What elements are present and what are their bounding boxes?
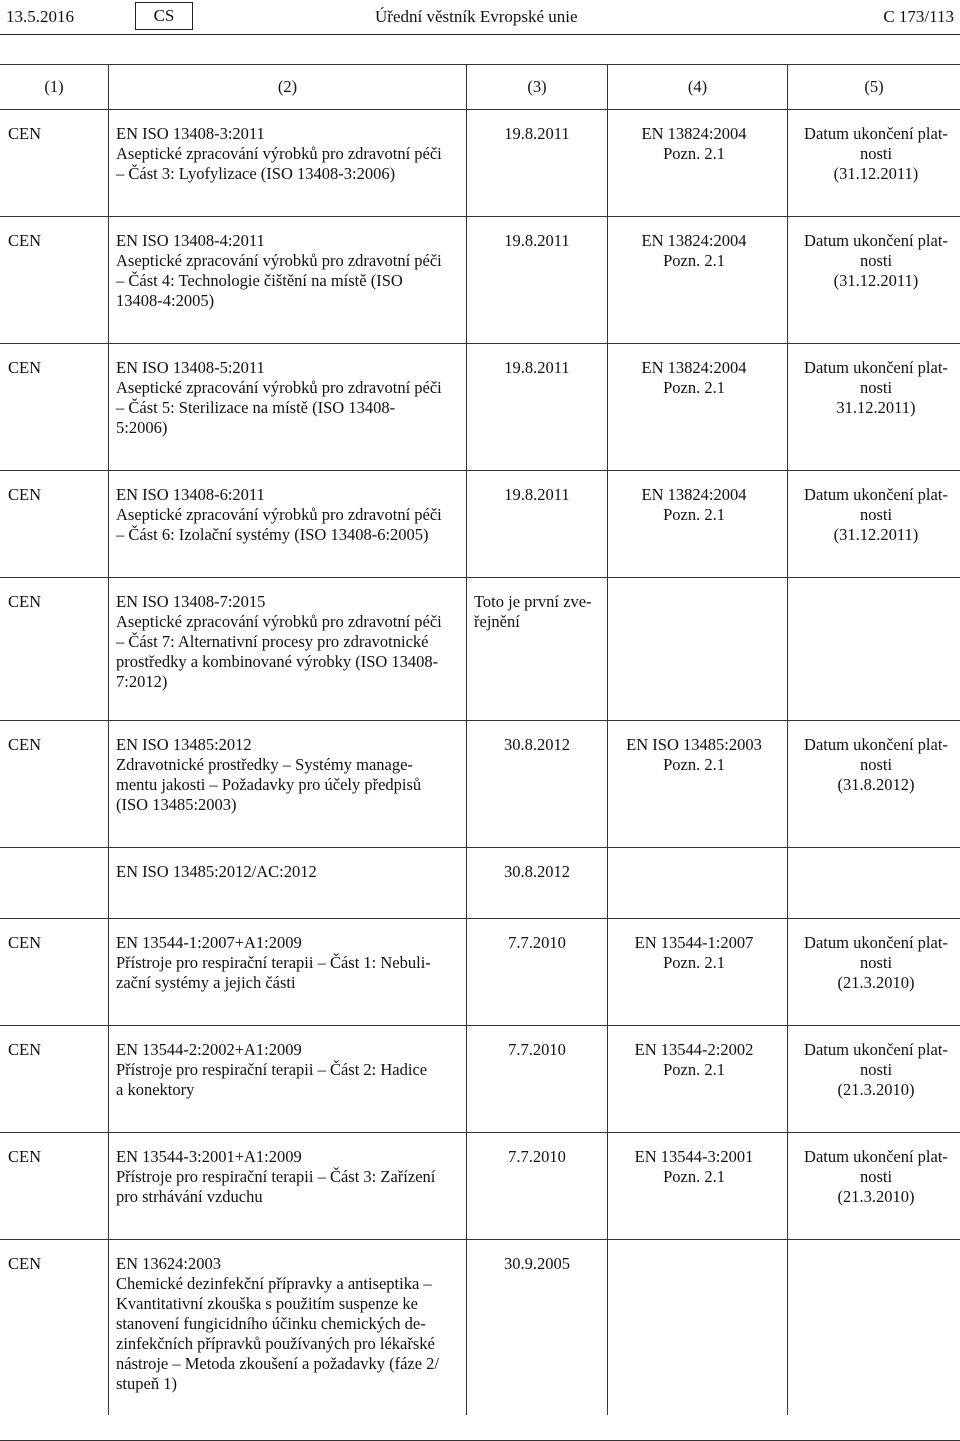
standard-reference-cell-line: EN 13544-2:2002+A1:2009 (116, 1040, 302, 1059)
standard-reference-cell-line: – Část 3: Lyofylizace (ISO 13408-3:2006) (116, 164, 396, 183)
cessation-date-cell-line: nosti (859, 1167, 893, 1186)
column-header-3: (3) (527, 77, 547, 96)
superseded-standard-cell-line: Pozn. 2.1 (663, 378, 725, 397)
superseded-standard-cell-line: Pozn. 2.1 (663, 1167, 725, 1186)
publication-date-cell: 19.8.2011 (504, 485, 570, 504)
superseded-standard-cell-line: EN 13824:2004 (641, 231, 747, 250)
cessation-date-cell (794, 358, 958, 418)
standard-reference-cell (116, 735, 462, 815)
superseded-standard-cell (606, 358, 782, 398)
publication-date-cell: 7.7.2010 (508, 1147, 566, 1166)
column-header-4: (4) (687, 77, 708, 96)
organisation-cell: CEN (8, 358, 41, 377)
superseded-standard-cell-line: Pozn. 2.1 (663, 251, 725, 270)
table-row (0, 110, 960, 217)
standard-reference-cell-line: Chemické dezinfekční přípravky a antiseptika – (116, 1274, 432, 1293)
cessation-date-cell-line: (31.12.2011) (833, 164, 919, 183)
standard-reference-cell-line: nástroje – Metoda zkoušení a požadavky (fáze 2/ (116, 1354, 439, 1373)
standard-reference-cell-line: 13408-4:2005) (116, 291, 215, 310)
cessation-date-cell-line: Datum ukončení plat- (804, 1040, 948, 1059)
column-header-row (0, 65, 960, 110)
standard-reference-cell-line: Aseptické zpracování výrobků pro zdravotní péči (116, 505, 442, 524)
standard-reference-cell-line: Zdravotnické prostředky – Systémy manage- (116, 755, 413, 774)
cessation-date-cell-line: 31.12.2011) (836, 398, 916, 417)
standard-reference-cell-line: Aseptické zpracování výrobků pro zdravotní péči (116, 144, 442, 163)
cessation-date-cell-line: (31.12.2011) (833, 271, 919, 290)
standard-reference-cell-line: – Část 7: Alternativní procesy pro zdravotnické (116, 632, 429, 651)
standard-reference-cell-line: EN ISO 13408-4:2011 (116, 231, 265, 250)
cessation-date-cell-line: Datum ukončení plat- (804, 231, 948, 250)
superseded-standard-cell-line: Pozn. 2.1 (663, 1060, 725, 1079)
cessation-date-cell (794, 124, 958, 184)
column-header-1: (1) (44, 77, 64, 96)
superseded-standard-cell-line: Pozn. 2.1 (663, 505, 725, 524)
standard-reference-cell-line: EN ISO 13408-3:2011 (116, 124, 265, 143)
publication-date-cell: 30.9.2005 (504, 1254, 570, 1273)
superseded-standard-cell-line: EN 13544-2:2002 (634, 1040, 754, 1059)
page-header (0, 0, 960, 36)
cessation-date-cell-line: Datum ukončení plat- (804, 933, 948, 952)
cessation-date-cell-line: (31.12.2011) (833, 525, 919, 544)
standard-reference-cell (116, 1147, 462, 1207)
superseded-standard-cell (606, 933, 782, 973)
publication-date-cell: 7.7.2010 (508, 933, 566, 952)
publication-date-cell: 19.8.2011 (504, 124, 570, 143)
standard-reference-cell (116, 862, 462, 882)
standard-reference-cell-line: (ISO 13485:2003) (116, 795, 237, 814)
journal-title: Úřední věstník Evropské unie (375, 7, 578, 26)
superseded-standard-cell (606, 735, 782, 775)
superseded-standard-cell-line: Pozn. 2.1 (663, 144, 725, 163)
superseded-standard-cell (606, 231, 782, 271)
cessation-date-cell-line: nosti (859, 1060, 893, 1079)
cessation-date-cell (794, 933, 958, 993)
standard-reference-cell-line: EN 13544-3:2001+A1:2009 (116, 1147, 302, 1166)
organisation-cell: CEN (8, 933, 41, 952)
standard-reference-cell-line: zinfekčních přípravků používaných pro lékařské (116, 1334, 435, 1353)
organisation-cell: CEN (8, 735, 41, 754)
standard-reference-cell-line: EN ISO 13408-5:2011 (116, 358, 265, 377)
standard-reference-cell-line: zační systémy a jejich části (116, 973, 296, 992)
standard-reference-cell-line: Aseptické zpracování výrobků pro zdravotní péči (116, 378, 442, 397)
standard-reference-cell (116, 1254, 462, 1394)
standard-reference-cell-line: a konektory (116, 1080, 195, 1099)
table-row (0, 344, 960, 471)
organisation-cell: CEN (8, 1147, 41, 1166)
table-row (0, 1240, 960, 1441)
organisation-cell: CEN (8, 1254, 41, 1273)
superseded-standard-cell-line: EN 13824:2004 (641, 358, 747, 377)
organisation-cell: CEN (8, 124, 41, 143)
cessation-date-cell (794, 231, 958, 291)
standard-reference-cell (116, 358, 462, 438)
standard-reference-cell-line: – Část 6: Izolační systémy (ISO 13408-6:2005) (116, 525, 429, 544)
cessation-date-cell-line: nosti (859, 251, 893, 270)
superseded-standard-cell-line: EN ISO 13485:2003 (626, 735, 762, 754)
cessation-date-cell (794, 735, 958, 795)
table-row (0, 217, 960, 344)
standard-reference-cell-line: Přístroje pro respirační terapii – Část 1: Nebuli- (116, 953, 431, 972)
standard-reference-cell (116, 1040, 462, 1100)
superseded-standard-cell-line: Pozn. 2.1 (663, 755, 725, 774)
cessation-date-cell-line: (21.3.2010) (837, 1080, 915, 1099)
standard-reference-cell-line: – Část 4: Technologie čištění na místě (ISO (116, 271, 403, 290)
publication-date-cell: 19.8.2011 (504, 358, 570, 377)
table-row (0, 919, 960, 1026)
standard-reference-cell-line: mentu jakosti – Požadavky pro účely předpisů (116, 775, 422, 794)
standard-reference-cell (116, 231, 462, 311)
publication-date-cell: 7.7.2010 (508, 1040, 566, 1059)
superseded-standard-cell-line: EN 13824:2004 (641, 124, 747, 143)
publication-date-cell: 30.8.2012 (504, 735, 570, 754)
table-row (0, 1133, 960, 1240)
standard-reference-cell-line: Kvantitativní zkouška s použitím suspenze ke (116, 1294, 418, 1313)
cessation-date-cell-line: nosti (859, 144, 893, 163)
cessation-date-cell-line: Datum ukončení plat- (804, 485, 948, 504)
standard-reference-cell (116, 485, 462, 545)
publication-date: 13.5.2016 (6, 7, 74, 26)
cessation-date-cell (794, 1040, 958, 1100)
table-row (0, 1026, 960, 1133)
cessation-date-cell-line: (21.3.2010) (837, 973, 915, 992)
superseded-standard-cell (606, 1147, 782, 1187)
cessation-date-cell-line: nosti (859, 755, 893, 774)
standard-reference-cell-line: EN 13544-1:2007+A1:2009 (116, 933, 302, 952)
publication-date-cell-line: řejnění (474, 612, 520, 631)
cessation-date-cell-line: (21.3.2010) (837, 1187, 915, 1206)
publication-date-cell: 19.8.2011 (504, 231, 570, 250)
standard-reference-cell-line: – Část 5: Sterilizace na místě (ISO 13408- (116, 398, 396, 417)
cessation-date-cell-line: nosti (859, 378, 893, 397)
language-badge: CS (135, 2, 193, 30)
cessation-date-cell-line: Datum ukončení plat- (804, 358, 948, 377)
standard-reference-cell-line: Aseptické zpracování výrobků pro zdravotní péči (116, 251, 442, 270)
standard-reference-cell (116, 592, 462, 692)
standard-reference-cell-line: EN ISO 13485:2012/AC:2012 (116, 862, 317, 881)
publication-date-cell (474, 592, 604, 632)
organisation-cell: CEN (8, 485, 41, 504)
header-rule (0, 34, 960, 35)
superseded-standard-cell-line: EN 13824:2004 (641, 485, 747, 504)
publication-date-cell: 30.8.2012 (504, 862, 570, 881)
standard-reference-cell-line: EN ISO 13408-6:2011 (116, 485, 265, 504)
cessation-date-cell-line: nosti (859, 953, 893, 972)
table-row (0, 848, 960, 919)
standard-reference-cell (116, 933, 462, 993)
cessation-date-cell-line: Datum ukončení plat- (804, 1147, 948, 1166)
standard-reference-cell-line: EN 13624:2003 (116, 1254, 221, 1273)
standard-reference-cell-line: 5:2006) (116, 418, 168, 437)
cessation-date-cell (794, 485, 958, 545)
organisation-cell: CEN (8, 231, 41, 250)
page-number: C 173/113 (883, 7, 954, 26)
standard-reference-cell-line: stupeň 1) (116, 1374, 177, 1393)
standard-reference-cell-line: EN ISO 13408-7:2015 (116, 592, 266, 611)
standard-reference-cell (116, 124, 462, 184)
standard-reference-cell-line: pro strhávání vzduchu (116, 1187, 263, 1206)
cessation-date-cell-line: Datum ukončení plat- (804, 735, 948, 754)
cessation-date-cell-line: Datum ukončení plat- (804, 124, 948, 143)
publication-date-cell-line: Toto je první zve- (474, 592, 592, 611)
organisation-cell: CEN (8, 1040, 41, 1059)
standard-reference-cell-line: Aseptické zpracování výrobků pro zdravotní péči (116, 612, 442, 631)
cessation-date-cell (794, 1147, 958, 1207)
superseded-standard-cell (606, 485, 782, 525)
superseded-standard-cell (606, 124, 782, 164)
table-row (0, 578, 960, 721)
standard-reference-cell-line: prostředky a kombinované výrobky (ISO 13408- (116, 652, 439, 671)
standard-reference-cell-line: 7:2012) (116, 672, 168, 691)
cessation-date-cell-line: (31.8.2012) (837, 775, 915, 794)
standard-reference-cell-line: EN ISO 13485:2012 (116, 735, 252, 754)
column-header-2: (2) (277, 77, 298, 96)
cessation-date-cell-line: nosti (859, 505, 893, 524)
superseded-standard-cell-line: EN 13544-1:2007 (634, 933, 754, 952)
standard-reference-cell-line: stanovení fungicidního účinku chemických de- (116, 1314, 426, 1333)
table-row (0, 721, 960, 848)
superseded-standard-cell (606, 1040, 782, 1080)
standard-reference-cell-line: Přístroje pro respirační terapii – Část 3: Zařízení (116, 1167, 436, 1186)
column-header-5: (5) (864, 77, 884, 96)
standards-table (0, 64, 960, 1441)
table-row (0, 471, 960, 578)
standard-reference-cell-line: Přístroje pro respirační terapii – Část 2: Hadice (116, 1060, 428, 1079)
superseded-standard-cell-line: Pozn. 2.1 (663, 953, 725, 972)
superseded-standard-cell-line: EN 13544-3:2001 (634, 1147, 754, 1166)
organisation-cell: CEN (8, 592, 41, 611)
